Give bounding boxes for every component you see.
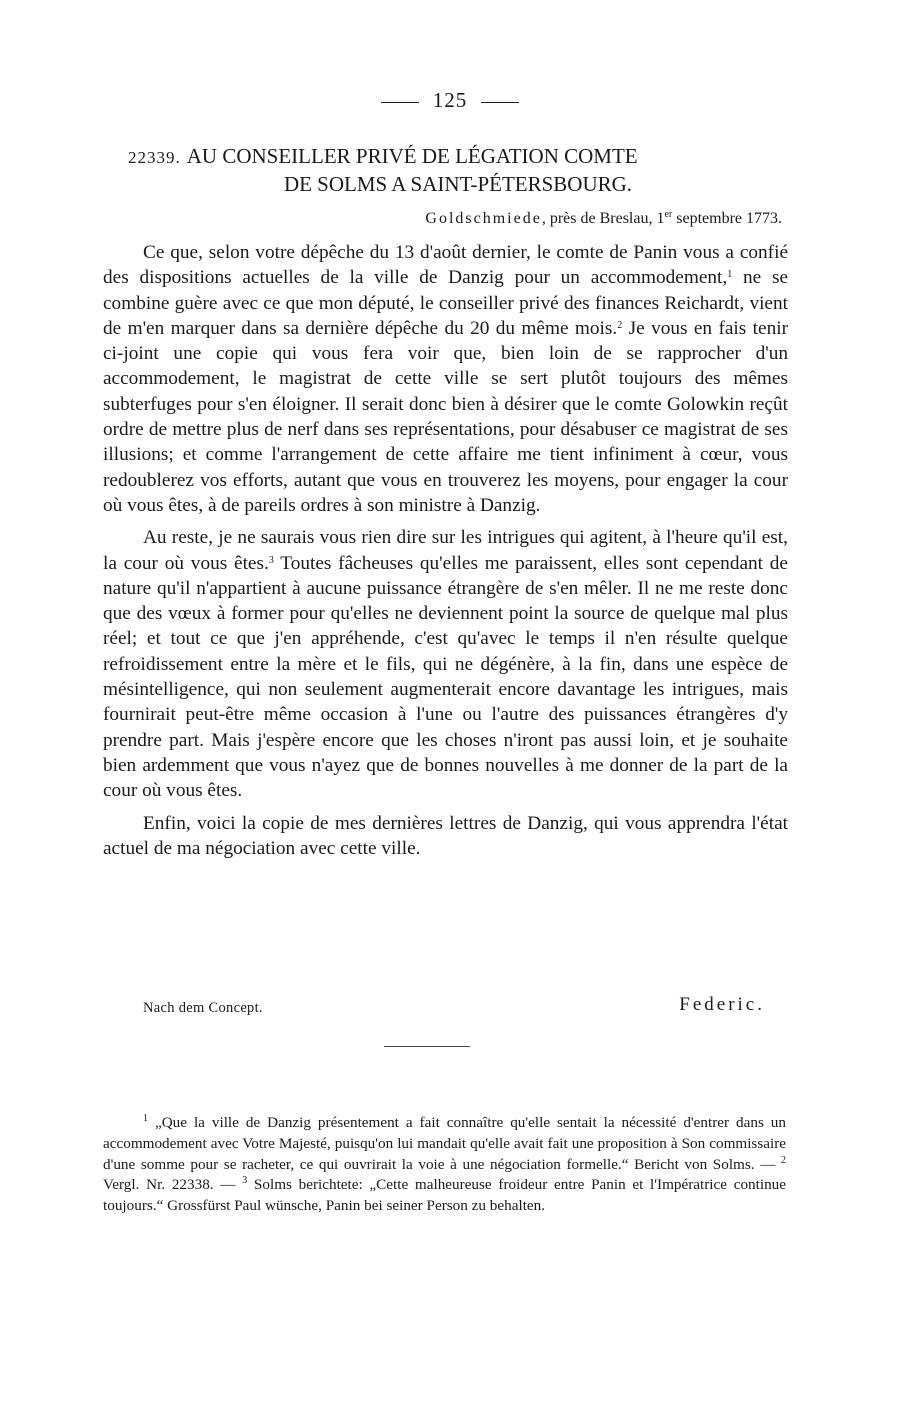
dateline-date: septembre 1773. <box>672 210 782 227</box>
dateline-superscript: er <box>664 209 673 220</box>
footnote-ref-1: 1 <box>727 269 733 281</box>
footnote-1-text: „Que la ville de Danzig présentement a fait connaître qu'elle sentait la nécessité d'entrer dans un accommodement avec Votre Majesté, puisqu'on lui mandait qu'elle avait fait une proposition à Son commissaire d'une somme pour se racheter, ce qui ouvrirait la voie à une négociation formelle.“ Bericht von Solms. — <box>103 1114 786 1173</box>
footnote-separator <box>384 1046 470 1047</box>
footnote-mark-3: 3 <box>242 1175 248 1187</box>
paragraph-1-text-a: Ce que, selon votre dépêche du 13 d'août dernier, le comte de Panin vous a confié des dispositions actuelles de la ville de Danzig pour un accommodement, <box>103 242 788 289</box>
paragraph-2-text-a: Au reste, je ne saurais vous rien dire sur les intrigues qui agitent, à l'heure qu'il est, la cour où vous êtes. <box>103 527 788 574</box>
letter-number: 22339. <box>128 148 181 167</box>
footnotes <box>103 1113 786 1217</box>
letter-body <box>103 240 788 861</box>
paragraph-2-text-b: Toutes fâcheuses qu'elles me paraissent, elles sont cependant de nature qu'il n'appartient à aucune puissance étrangère de s'en mêler. Il ne me reste donc que des vœux à former pour qu'elles ne deviennent point la source de quelque mal plus réel; et tout ce que j'en appréhende, c'est qu'avec le temps il n'en résulte quelque refroidissement entre la mère et le fils, qui ne dégénère, à la fin, dans une espèce de mésintelligence, qui non seulement augmenterait encore davantage les intrigues, mais fournirait peut-être même occasion à l'une ou l'autre des puissances étrangères d'y prendre part. Mais j'espère encore que les choses n'iront pas aussi loin, et je souhaite bien ardemment que vous n'ayez que de bonnes nouvelles à me donner de la part de la cour où vous êtes. <box>103 552 788 802</box>
footnote-mark-1: 1 <box>143 1113 148 1124</box>
paragraph-3 <box>103 811 788 862</box>
page-number <box>0 88 900 113</box>
footnote-block <box>103 1113 786 1217</box>
footnote-ref-2: 2 <box>617 319 623 331</box>
footnote-ref-3: 3 <box>268 554 274 566</box>
footnote-mark-2: 2 <box>781 1154 787 1166</box>
heading-line-2: DE SOLMS A SAINT-PÉTERSBOURG. <box>283 172 633 196</box>
signature: Federic. <box>679 994 765 1015</box>
page-number-left-dash <box>381 102 419 103</box>
page-number-right-dash <box>481 102 519 103</box>
dateline <box>300 210 782 228</box>
letter-heading <box>128 143 778 197</box>
heading-line-1: AU CONSEILLER PRIVÉ DE LÉGATION COMTE <box>186 144 638 168</box>
source-note: Nach dem Concept. <box>143 1000 263 1016</box>
paragraph-3-text: Enfin, voici la copie de mes dernières lettres de Danzig, qui vous apprendra l'état actuel de ma négociation avec cette ville. <box>103 812 788 859</box>
paragraph-1-text-c: Je vous en fais tenir ci-joint une copie qui vous fera voir que, bien loin de se rapprocher d'un accommodement, le magistrat de cette ville se sert plutôt toujours des mêmes subterfuges pour s'en éloigner. Il serait donc bien à désirer que le comte Golowkin reçût ordre de mettre plus de nerf dans ses représentations, pour désabuser ce magistrat de ses illusions; et comme l'arrangement de cette affaire me tient infiniment à cœur, vous redoublerez vos efforts, autant que vous en trouverez les moyens, pour engager la cour où vous êtes, à de pareils ordres à son ministre à Danzig. <box>103 317 788 516</box>
dateline-place: Goldschmiede <box>425 210 542 227</box>
paragraph-1-text-b: ne se combine guère avec ce que mon député, le conseiller privé des finances Reichardt, vient de m'en marquer dans sa dernière dépêche du 20 du même mois. <box>103 267 788 339</box>
page-number-text: 125 <box>432 88 468 112</box>
paragraph-1 <box>103 240 788 518</box>
dateline-text: , près de Breslau, 1 <box>541 210 665 227</box>
footnote-2-text: Vergl. Nr. 22338. — <box>103 1176 236 1194</box>
footnote-3-text: Solms berichtete: „Cette malheureuse froideur entre Panin et l'Impératrice continue toujours.“ Grossfürst Paul wünsche, Panin bei seiner Person zu behalten. <box>103 1176 787 1215</box>
paragraph-2 <box>103 525 788 803</box>
